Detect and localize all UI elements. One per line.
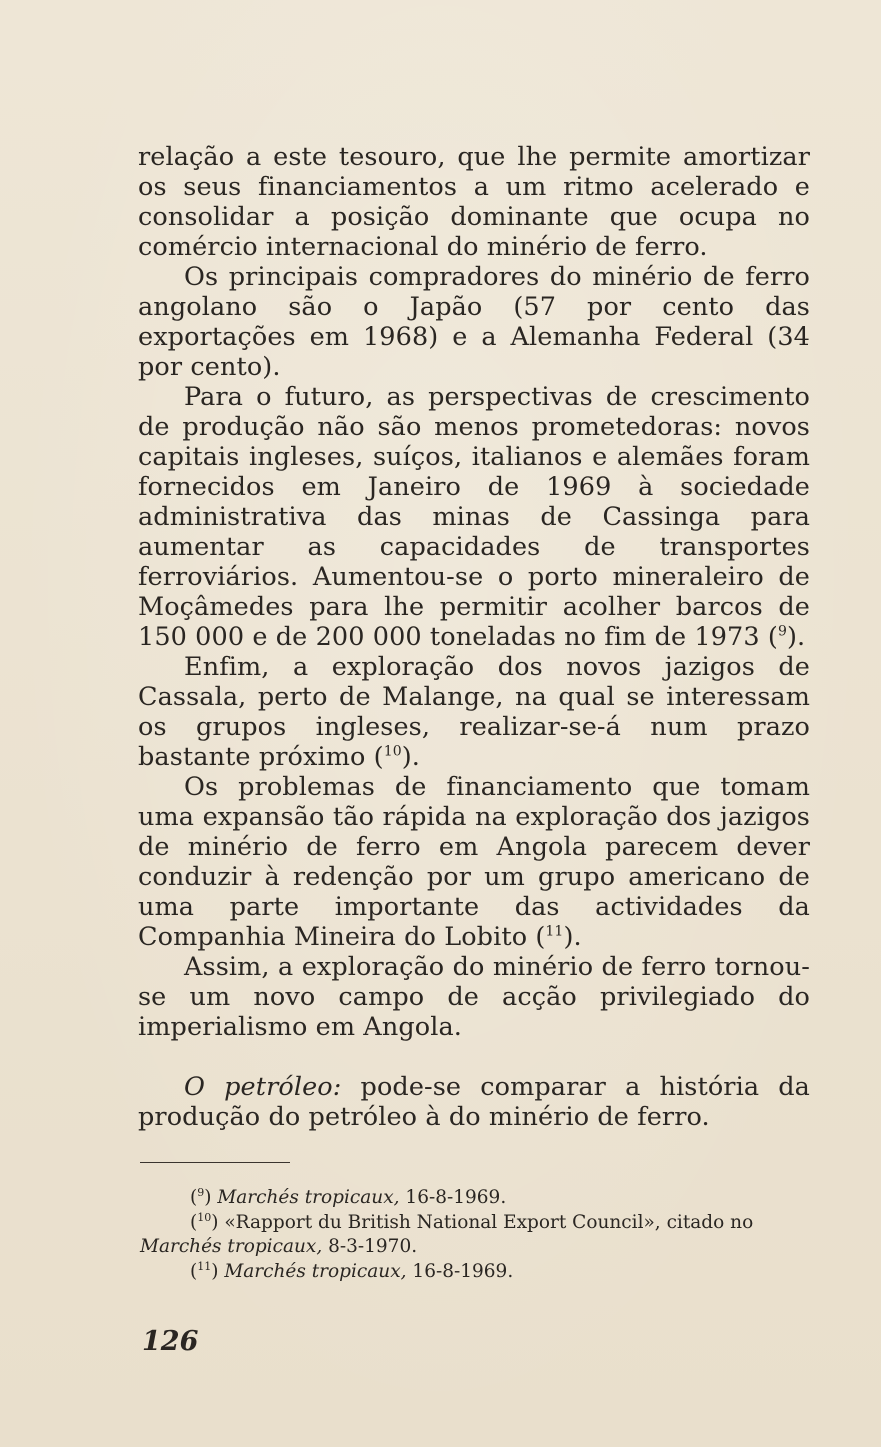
paragraph-text: Para o futuro, as perspectivas de crescimento de produção não são menos prometedoras: novos capitais ingleses, suíços, italianos e alemães foram fornecidos em Janeiro de 1969 à sociedade administrativa das minas de Cassinga para aumentar as capacidades de transportes ferroviários. Aumentou-se o porto mineraleiro de Moçâmedes para lhe permitir acolher barcos de 150 000 e de 200 000 toneladas no fim de 1973 ( [138, 382, 810, 652]
footnote-date: 8-3-1970. [322, 1236, 418, 1257]
paragraph-text: Os problemas de financiamento que tomam uma expansão tão rápida na exploração dos jazigos de minério de ferro em Angola parecem dever conduzir à redenção por um grupo americano de uma parte importante das actividades da Companhia Mineira do Lobito ( [138, 772, 810, 952]
paragraph-text: pode-se comparar a história da produção do petróleo à do minério de ferro. [138, 1072, 810, 1132]
paragraph-text: Os principais compradores do minério de ferro angolano são o Japão (57 por cento das exportações em 1968) e a Alemanha Federal (34 por cento). [138, 262, 810, 382]
footnote-divider [140, 1162, 290, 1163]
footnote-source: Marchés tropicaux, [140, 1236, 323, 1257]
section-lead: O petróleo: [184, 1072, 342, 1102]
paragraph-text-tail: ). [786, 622, 806, 652]
footnote-10: ($^{10}$) «Rapport du British National Export Council», citado no Marchés tropicaux, 8-3-1970. [140, 1210, 754, 1257]
page-number: 126 [142, 1326, 199, 1357]
footnote-date: 16-8-1969. [406, 1260, 514, 1282]
paragraph-5 [138, 772, 810, 952]
paragraph-text: Enfim, a exploração dos novos jazigos de Cassala, perto de Malange, na qual se interessam os grupos ingleses, realizar-se-á num prazo bastante próximo ( [138, 652, 810, 772]
paragraph-text-tail: ). [563, 922, 582, 952]
paragraph-2 [138, 262, 810, 382]
footnote-date: 16-8-1969. [399, 1187, 507, 1208]
paragraph-3 [138, 382, 810, 652]
footnote-number: 9 [197, 1185, 205, 1199]
footnote-ref: 9 [777, 623, 787, 640]
paragraph-4 [138, 652, 810, 772]
paragraph-1 [138, 142, 810, 262]
paragraph-text-tail: ). [401, 742, 420, 772]
paragraph-text: Assim, a exploração do minério de ferro tornou-se um novo campo de acção privilegiado do imperialismo em Angola. [138, 952, 810, 1042]
footnote-9: ($^9$) Marchés tropicaux, 16-8-1969. [190, 1185, 507, 1208]
body-text [138, 142, 810, 1132]
footnote-ref: 10 [383, 743, 402, 760]
footnote-11: ($^{11}$) Marchés tropicaux, 16-8-1969. [190, 1259, 514, 1282]
footnote-ref: 11 [545, 923, 564, 940]
paragraph-6 [138, 952, 810, 1042]
footnote-number: 10 [197, 1210, 212, 1224]
paragraph-7 [138, 1072, 810, 1132]
footnote-text: «Rapport du British National Export Council», citado no [224, 1211, 754, 1233]
footnote-number: 11 [197, 1259, 212, 1273]
footnote-source: Marchés tropicaux, [217, 1187, 400, 1208]
footnote-source: Marchés tropicaux, [224, 1260, 407, 1282]
paragraph-text: relação a este tesouro, que lhe permite amortizar os seus financiamentos a um ritmo acelerado e consolidar a posição dominante que ocupa no comércio internacional do minério de ferro. [138, 142, 810, 262]
footnotes [140, 1186, 812, 1284]
